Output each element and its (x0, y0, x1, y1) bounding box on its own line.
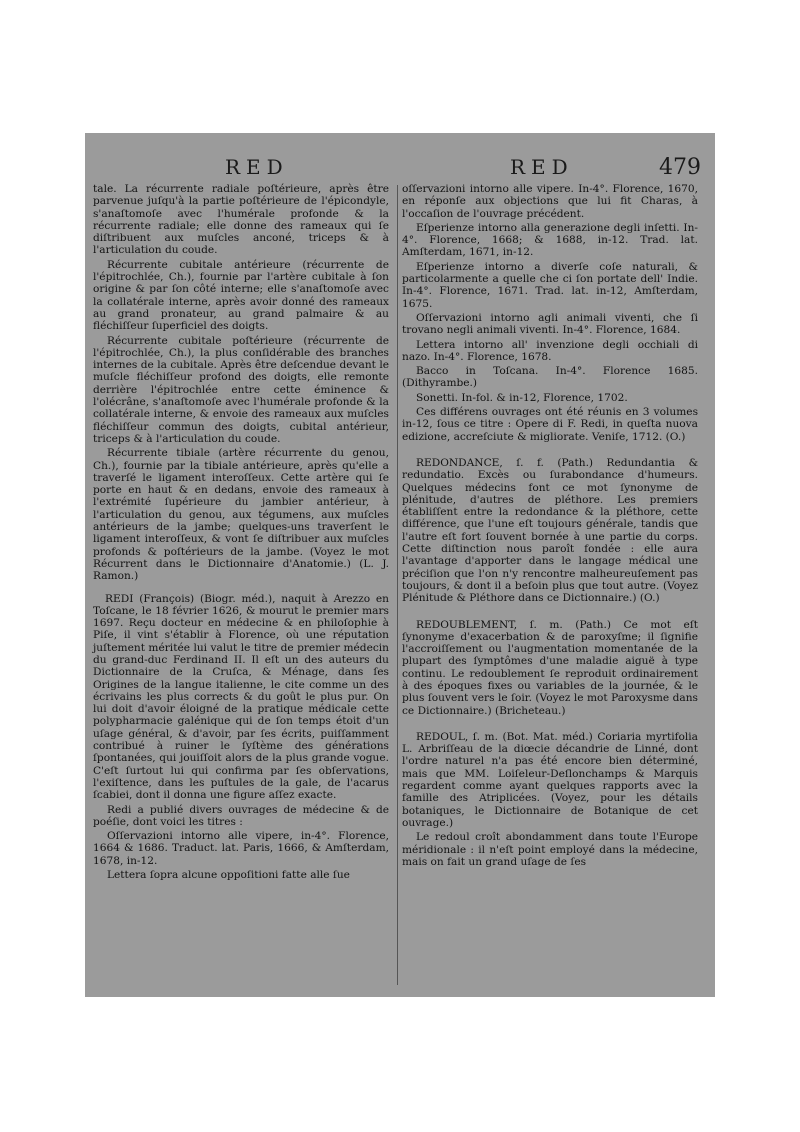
running-head-right: RED (510, 155, 574, 179)
right-column-paragraph: REDOUBLEMENT, ſ. m. (Path.) Ce mot eſt ſynonyme d'exacerbation & de paroxyſme; il ſignifie l'accroiſſement ou l'augmentation momentanée de la plupart des ſymptômes d'une maladie aiguë à type continu. Le redoublement ſe reproduit ordinairement à des époques fixes ou variables de la journée, & le plus ſouvent vers le ſoir. (Voyez le mot Paroxysme dans ce Dictionnaire.) (Bricheteau.) (402, 618, 698, 717)
right-column-paragraph: Oſſervazioni intorno agli animali viventi, che ſi trovano negli animali viventi. In-4°. Florence, 1684. (402, 311, 698, 337)
left-column-paragraph: tale. La récurrente radiale poſtérieure, après être parvenue juſqu'à la partie poſtérieure de l'épicondyle, s'anaſtomoſe avec l'humérale profonde & la récurrente radiale; elle donne des rameaux qui ſe diſtribuent aux muſcles anconé, triceps & à l'articulation du coude. (93, 183, 389, 257)
right-column-paragraph: REDOUL, ſ. m. (Bot. Mat. méd.) Coriaria myrtifolia L. Arbriſſeau de la diœcie décandrie de Linné, dont l'ordre naturel n'a pas été encore bien déterminé, mais que MM. Loiſeleur-Deſlonchamps & Marquis regardent comme ayant quelques rapports avec la famille des Atriplicées. (Voyez, pour les détails botaniques, le Dictionnaire de Botanique de cet ouvrage.) (402, 730, 698, 829)
left-column-paragraph: Récurrente cubitale poſtérieure (récurrente de l'épitrochlée, Ch.), la plus conſidérable des branches internes de la cubitale. Après être deſcendue devant le muſcle fléchiſſeur profond des doigts, elle remonte derrière l'épitrochlée entre cette éminence & l'olécrâne, s'anaſtomoſe avec l'humérale profonde & la collatérale interne, & envoie des rameaux aux muſcles fléchiſſeur commun des doigts, cubital antérieur, triceps & à l'articulation du coude. (93, 334, 389, 445)
right-column-paragraph: Lettera intorno all' invenzione degli occhiali di nazo. In-4°. Florence, 1678. (402, 338, 698, 363)
left-column-paragraph: REDI (François) (Biogr. méd.), naquit à Arezzo en Toſcane, le 18 février 1626, & mourut le premier mars 1697. Reçu docteur en médecine & en philoſophie à Piſe, il vint s'établir à Florence, où une réputation juſtement méritée lui valut le titre de premier médecin du grand-duc Ferdinand II. Il eſt un des auteurs du Dictionnaire de la Cruſca, & Ménage, dans ſes Origines de la langue italienne, le cite comme un des écrivains les plus corrects & du goût le plus pur. On lui doit d'avoir éloigné de la pratique médicale cette polypharmacie galénique qui de ſon temps étoit d'un uſage général, & d'avoir, par ſes écrits, puiſſamment contribué à ruiner le ſyſtème des générations ſpontanées, qui jouiſſoit alors de la plus grande vogue. C'eſt ſurtout lui qui confirma par ſes obſervations, l'exiſtence, dans les puſtules de la gale, de l'acarus ſcabiei, dont il donna une figure aſſez exacte. (93, 592, 389, 802)
page-number: 479 (659, 155, 701, 180)
right-column-paragraph: REDONDANCE, ſ. f. (Path.) Redundantia & redundatio. Excès ou ſurabondance d'humeurs. Quelques médecins font ce mot ſynonyme de plénitude, d'autres de pléthore. Les premiers établiſſent entre la redondance & la pléthore, cette différence, que l'une eſt toujours générale, tandis que l'autre eſt fort ſouvent bornée à une partie du corps. Cette diſtinction nous paroît fondée : elle aura l'avantage d'apporter dans le langage médical une préciſion que l'on n'y rencontre malheureuſement pas toujours, & dont il a beſoin plus que tout autre. (Voyez Plénitude & Pléthore dans ce Dictionnaire.) (O.) (402, 456, 698, 605)
right-column-paragraph: Eſperienze intorno a diverſe coſe naturali, & particolarmente a quelle che ci ſon portate dell' Indie. In-4°. Florence, 1671. Trad. lat. in-12, Amſterdam, 1675. (402, 260, 698, 310)
left-column-paragraph: Lettera ſopra alcune oppoſitioni fatte alle ſue (107, 869, 350, 882)
right-column-paragraph: Eſperienze intorno alla generazione degli inſetti. In-4°. Florence, 1668; & 1688, in-12. Trad. lat. Amſterdam, 1671, in-12. (402, 221, 698, 259)
left-column-paragraph: Récurrente cubitale antérieure (récurrente de l'épitrochlée, Ch.), fournie par l'artère cubitale à ſon origine & par ſon côté interne; elle s'anaſtomoſe avec la collatérale interne, après avoir donné des rameaux au grand pronateur, au grand palmaire & au fléchiſſeur ſuperficiel des doigts. (93, 258, 389, 333)
running-head-left: RED (225, 155, 289, 179)
right-column (402, 183, 698, 870)
right-column-paragraph: Le redoul croît abondamment dans toute l'Europe méridionale : il n'eſt point employé dans la médecine, mais on fait un grand uſage de ſes (402, 831, 698, 868)
scanned-page (85, 133, 715, 997)
column-divider (397, 185, 398, 985)
right-column-paragraph: Ces différens ouvrages ont été réunis en 3 volumes in-12, ſous ce titre : Opere di F. Redi, in queſta nuova edizione, accreſciute & migliorate. Veniſe, 1712. (O.) (402, 406, 698, 443)
right-column-paragraph: Bacco in Toſcana. In-4°. Florence 1685. (Dithyrambe.) (402, 365, 698, 390)
right-column-paragraph: oſſervazioni intorno alle vipere. In-4°. Florence, 1670, en réponſe aux objections que lui fit Charas, à l'occaſion de l'ouvrage précédent. (402, 183, 698, 220)
left-column-paragraph: Redi a publié divers ouvrages de médecine & de poéſie, dont voici les titres : (93, 803, 389, 828)
left-column-paragraph: Récurrente tibiale (artère récurrente du genou, Ch.), fournie par la tibiale antérieure, après qu'elle a traverſé le ligament interoſſeux. Cette artère qui ſe porte en haut & en dedans, envoie des rameaux à l'extrémité ſupérieure du jambier antérieur, à l'articulation du genou, aux tégumens, aux muſcles antérieurs de la jambe; quelques-uns traverſent le ligament interoſſeux, & vont ſe diſtribuer aux muſcles profonds & poſtérieurs de la jambe. (Voyez le mot Récurrent dans le Dictionnaire d'Anatomie.) (L. J. Ramon.) (93, 447, 389, 583)
left-column (93, 183, 389, 883)
left-column-paragraph: Oſſervazioni intorno alle vipere, in-4°. Florence, 1664 & 1686. Traduct. lat. Paris, 1666, & Amſterdam, 1678, in-12. (93, 830, 389, 867)
right-column-paragraph: Sonetti. In-fol. & in-12, Florence, 1702. (416, 391, 628, 404)
